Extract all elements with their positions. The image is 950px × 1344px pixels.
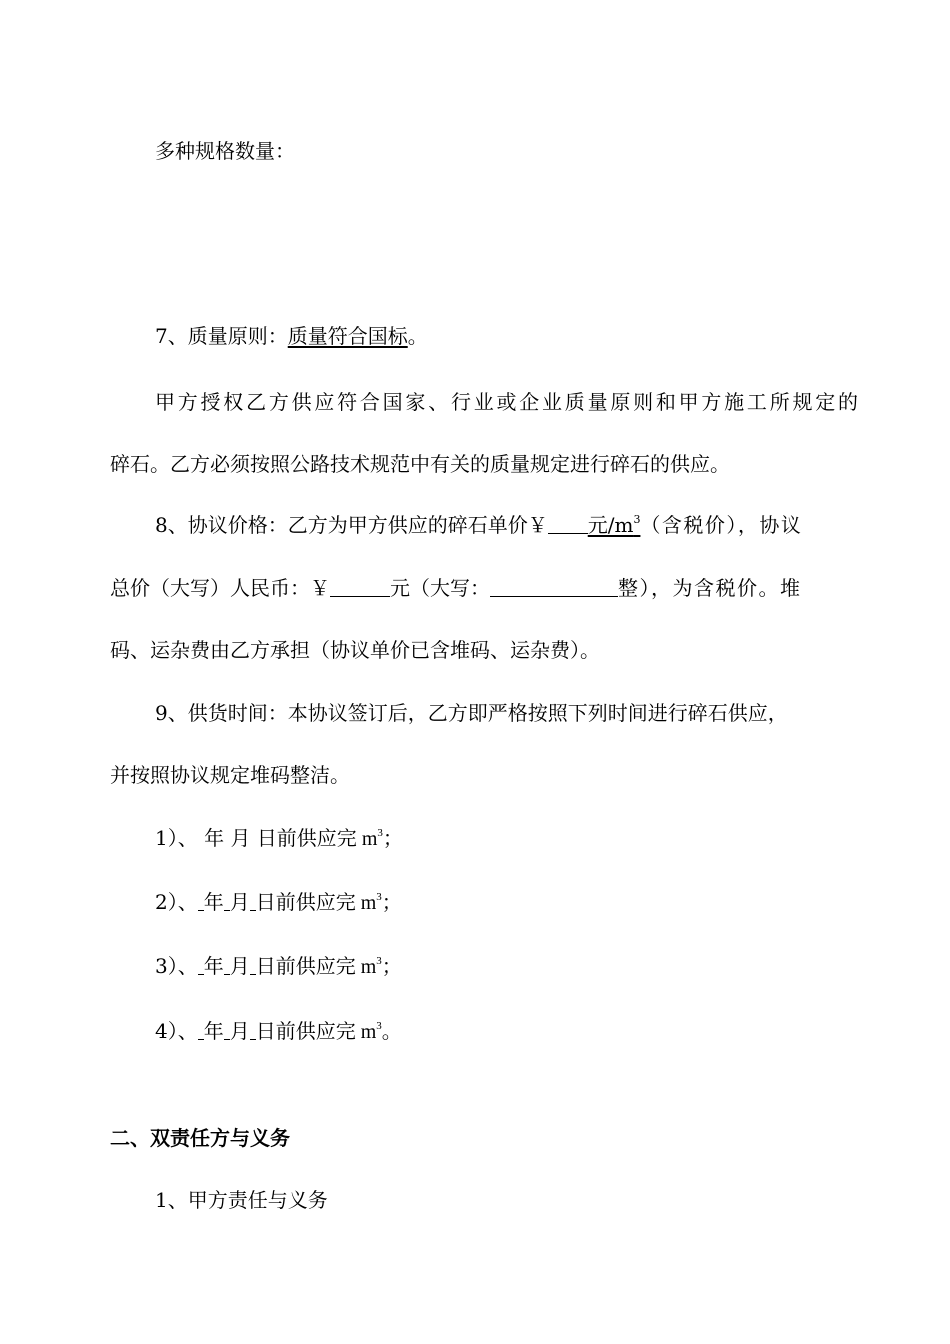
authorization-line-1: 甲方授权乙方供应符合国家、行业或企业质量原则和甲方施工所规定的 <box>155 390 858 414</box>
schedule-end: ； <box>381 890 402 914</box>
unit-price-blank <box>548 515 588 534</box>
schedule-unit: m <box>360 956 377 978</box>
schedule-month: 月 <box>230 826 251 850</box>
schedule-num: 2）、 <box>155 890 198 914</box>
total-price-label: 总价（大写）人民币：￥ <box>110 576 330 600</box>
unit-price-unit-sup: 3 <box>633 513 641 526</box>
schedule-item-2 <box>155 889 402 916</box>
clause-7-quality <box>155 323 428 349</box>
schedule-unit-sup: 3 <box>376 1020 382 1032</box>
schedule-year: 年 <box>204 826 225 850</box>
unit-price-unit <box>588 513 641 537</box>
schedule-unit: m <box>361 828 378 850</box>
clause-7-standard: 质量符合国标 <box>287 324 408 348</box>
clause-7-prefix: 7、质量原则： <box>155 324 288 348</box>
spec-quantity-label: 多种规格数量： <box>155 139 295 163</box>
schedule-year: 年 <box>203 1019 224 1043</box>
total-price-blank <box>330 578 390 597</box>
clause-8-tax-note: （含税价），协议 <box>640 513 803 537</box>
schedule-num: 1）、 <box>155 826 198 850</box>
clause-9-line-2: 并按照协议规定堆码整洁。 <box>110 763 350 787</box>
schedule-end: ； <box>382 826 403 850</box>
clause-7-suffix: 。 <box>407 324 428 348</box>
clause-8-line-3: 码、运杂费由乙方承担（协议单价已含堆码、运杂费）。 <box>110 638 600 662</box>
schedule-unit-sup: 3 <box>376 891 382 903</box>
schedule-month: 月 <box>229 954 250 978</box>
schedule-deadline: 日前供应完 <box>255 954 356 978</box>
schedule-item-4 <box>155 1018 402 1045</box>
schedule-unit-sup: 3 <box>377 827 383 839</box>
clause-8-unit-price-label: 8、协议价格：乙方为甲方供应的碎石单价￥ <box>155 513 548 537</box>
schedule-num: 3）、 <box>155 954 198 978</box>
schedule-deadline: 日前供应完 <box>256 826 357 850</box>
schedule-year: 年 <box>203 890 224 914</box>
schedule-item-1 <box>155 825 403 852</box>
authorization-line-2: 碎石。乙方必须按照公路技术规范中有关的质量规定进行碎石的供应。 <box>110 452 730 476</box>
clause-8-line-1 <box>155 512 802 538</box>
schedule-end: 。 <box>381 1019 402 1043</box>
schedule-month: 月 <box>229 1019 250 1043</box>
schedule-unit: m <box>360 1021 377 1043</box>
schedule-month: 月 <box>229 890 250 914</box>
total-price-capital-label: 元（大写： <box>390 576 490 600</box>
schedule-end: ； <box>381 954 402 978</box>
schedule-unit-sup: 3 <box>376 955 382 967</box>
schedule-deadline: 日前供应完 <box>255 890 356 914</box>
subsection-1-heading: 1、甲方责任与义务 <box>155 1188 328 1212</box>
unit-price-unit-text: 元/m <box>587 513 634 537</box>
schedule-deadline: 日前供应完 <box>255 1019 356 1043</box>
total-price-capital-blank <box>490 578 618 597</box>
total-price-suffix: 整），为含税价。堆 <box>618 576 802 600</box>
schedule-num: 4）、 <box>155 1019 198 1043</box>
clause-9-line-1: 9、供货时间：本协议签订后，乙方即严格按照下列时间进行碎石供应， <box>155 701 788 725</box>
clause-8-line-2 <box>110 575 802 601</box>
schedule-unit: m <box>360 892 377 914</box>
schedule-year: 年 <box>203 954 224 978</box>
section-2-heading: 二、双责任方与义务 <box>110 1126 290 1150</box>
schedule-item-3 <box>155 953 402 980</box>
